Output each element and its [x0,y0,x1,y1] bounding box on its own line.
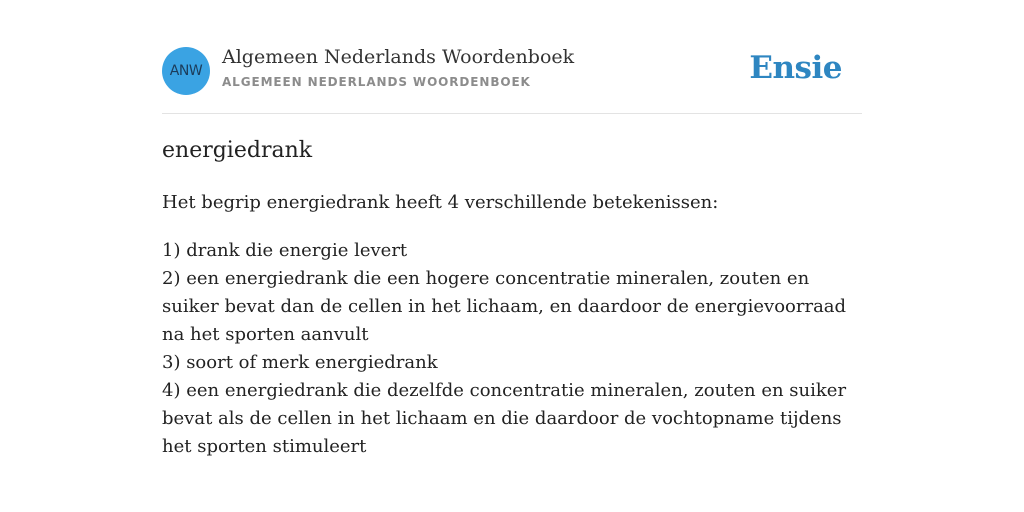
source-subtitle: ALGEMEEN NEDERLANDS WOORDENBOEK [222,75,531,89]
entry-word: energiedrank [162,138,313,163]
source-header [162,46,862,96]
definition-item: 2) een energiedrank die een hogere concentratie mineralen, zouten en suiker bevat dan de cellen in het lichaam, en daardoor de energievoorraad na het sporten aanvult [162,268,847,345]
entry-intro: Het begrip energiedrank heeft 4 verschillende betekenissen: [162,192,719,213]
definition-item: 4) een energiedrank die dezelfde concentratie mineralen, zouten en suiker bevat als de cellen in het lichaam en die daardoor de vochtopname tijdens het sporten stimuleert [162,380,847,457]
source-title[interactable]: Algemeen Nederlands Woordenboek [222,46,575,68]
definition-item: 1) drank die energie levert [162,240,408,261]
header-divider [162,113,862,114]
definition-list [162,237,862,461]
definition-item: 3) soort of merk energiedrank [162,352,438,373]
entry-card [162,0,862,512]
anw-logo [162,47,210,95]
ensie-brand-logo[interactable]: Ensie [749,50,842,86]
logo-text: ANW [169,63,203,79]
